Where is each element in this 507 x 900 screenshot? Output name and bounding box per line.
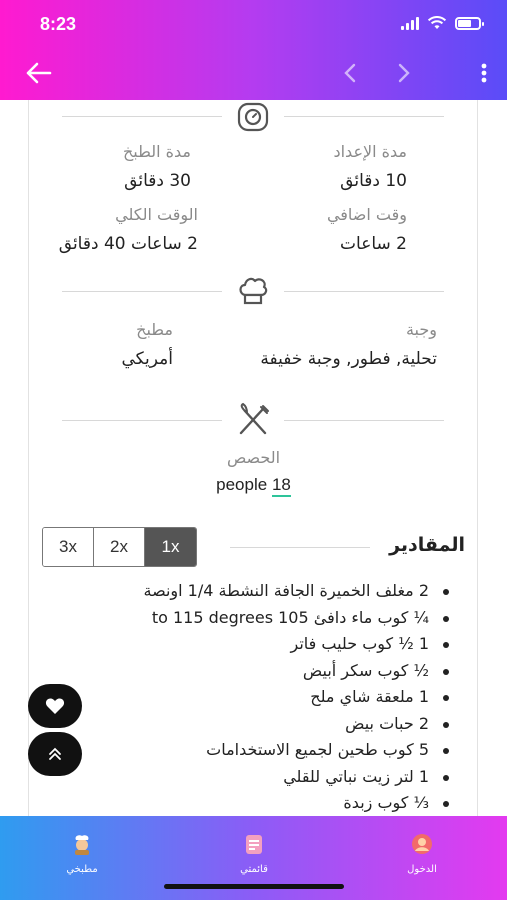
list-item: ¼ كوب ماء دافئ 105 to 115 degrees: [50, 605, 455, 632]
fork-knife-icon: [235, 402, 271, 438]
tab-login[interactable]: [382, 832, 462, 875]
servings: [0, 448, 507, 495]
double-chevron-up-icon: [47, 746, 63, 762]
list-item: 2 مغلف الخميرة الجافة النشطة 1/4 اونصة: [50, 578, 455, 605]
meta-divider: [62, 271, 444, 311]
ingredients-title: المقادير: [389, 534, 465, 556]
scroll-top-button[interactable]: [28, 732, 82, 776]
chef-hat-icon: [235, 273, 271, 309]
servings-unit: people: [216, 475, 268, 494]
chevron-right-icon[interactable]: [392, 60, 416, 86]
total-time-value: 2 ساعات 40 دقائق: [58, 234, 198, 254]
extra-time: [327, 205, 407, 257]
list-item: ⅓ كوب زبدة: [50, 790, 455, 817]
times-divider: [62, 96, 444, 136]
home-indicator: [164, 884, 344, 889]
cook-time: [123, 142, 191, 194]
status-time: 8:23: [40, 14, 77, 34]
ingredients-title-line: [230, 547, 370, 548]
servings-value: [0, 475, 507, 495]
list-item: 2 حبات بيض: [50, 711, 455, 738]
total-time-label: الوقت الكلي: [115, 205, 198, 224]
scale-3x-button[interactable]: 3x: [43, 528, 94, 566]
prep-time-value: 10 دقائق: [340, 171, 407, 191]
tab-my-kitchen[interactable]: [42, 832, 122, 875]
tab-login-label: الدخول: [407, 864, 437, 875]
list-item: ½ كوب سكر أبيض: [50, 658, 455, 685]
tab-my-list[interactable]: [214, 832, 294, 875]
tab-my-kitchen-label: مطبخي: [66, 864, 98, 875]
tab-my-list-label: قائمتي: [240, 864, 268, 875]
list-item: 1 لتر زيت نباتي للقلي: [50, 764, 455, 791]
app-header: [0, 0, 507, 100]
signal-icon: [401, 16, 419, 30]
chevron-left-icon[interactable]: [338, 60, 362, 86]
course-value: تحلية, فطور, وجبة خفيفة: [260, 349, 437, 369]
scale-2x-button[interactable]: 2x: [94, 528, 145, 566]
user-icon: [409, 832, 435, 856]
battery-icon: [455, 17, 481, 30]
total-time: [59, 205, 198, 257]
timer-icon: [235, 98, 271, 134]
list-item: 1 ملعقة شاي ملح: [50, 684, 455, 711]
servings-divider: [62, 400, 444, 440]
cook-time-label: مدة الطبخ: [122, 142, 191, 161]
extra-time-value: 2 ساعات: [340, 234, 407, 254]
favorite-button[interactable]: [28, 684, 82, 728]
cook-time-value: 30 دقائق: [124, 171, 191, 191]
cuisine-label: مطبخ: [136, 320, 173, 339]
status-icons: [401, 16, 481, 30]
scale-selector: [42, 527, 197, 567]
list-item: 1 ½ كوب حليب فاتر: [50, 631, 455, 658]
chef-avatar-icon: [69, 832, 95, 856]
scale-1x-button[interactable]: 1x: [145, 528, 196, 566]
course: [257, 320, 437, 372]
list-item: 5 كوب طحين لجميع الاستخدامات: [50, 737, 455, 764]
servings-label: الحصص: [226, 448, 281, 467]
cuisine: [122, 320, 174, 372]
servings-number[interactable]: 18: [272, 475, 291, 497]
back-arrow-icon[interactable]: [24, 60, 54, 86]
list-icon: [241, 832, 267, 856]
prep-time-label: مدة الإعداد: [333, 142, 407, 161]
cuisine-value: أمريكي: [121, 349, 173, 369]
ingredients-list: [50, 578, 455, 817]
course-label: وجبة: [405, 320, 437, 339]
extra-time-label: وقت اضافي: [326, 205, 407, 224]
prep-time: [333, 142, 407, 194]
heart-icon: [45, 697, 65, 715]
more-vertical-icon[interactable]: [476, 60, 492, 86]
wifi-icon: [427, 16, 447, 30]
